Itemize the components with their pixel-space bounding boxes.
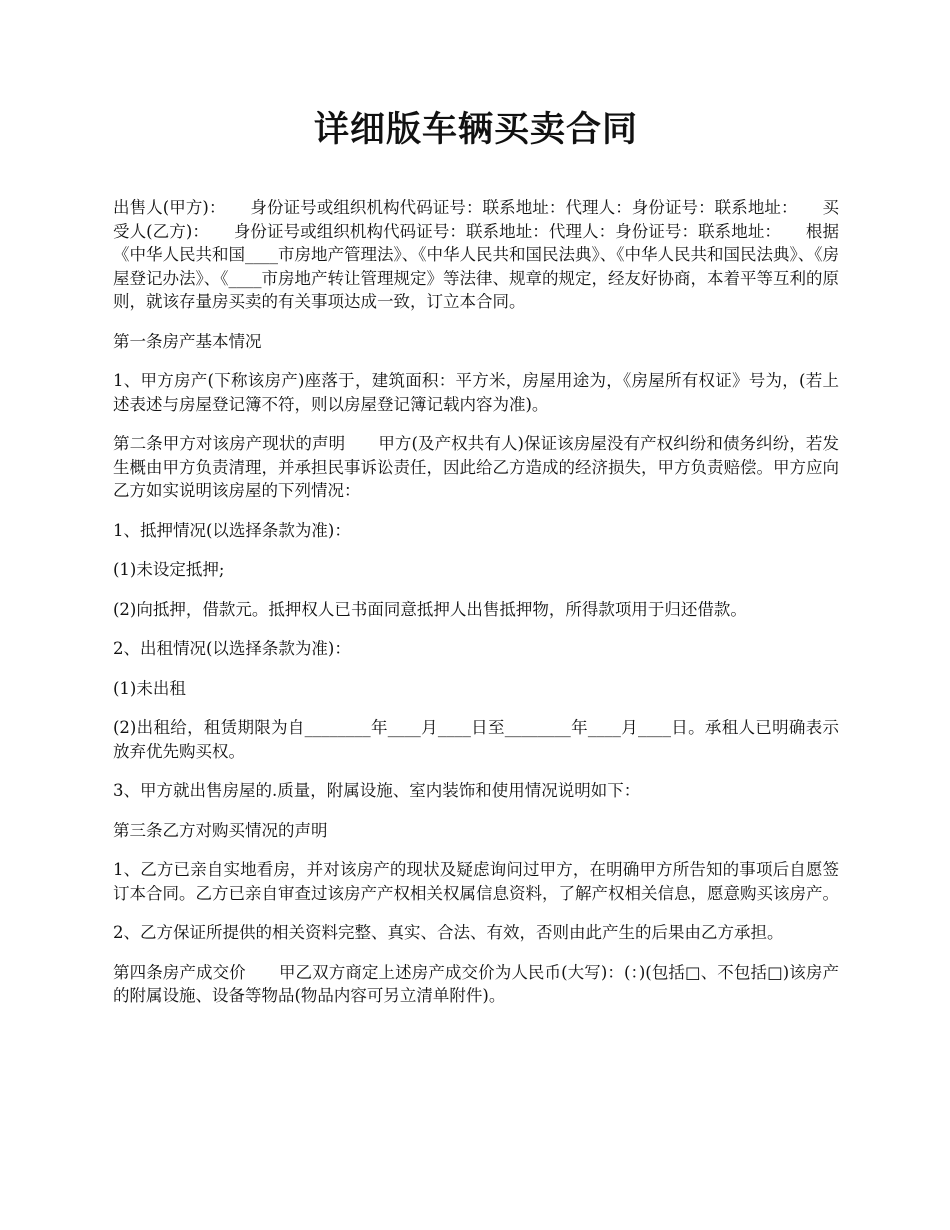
document-page <box>113 108 839 1024</box>
paragraph-buyer-inspection: 1、乙方已亲自实地看房，并对该房产的现状及疑虑询问过甲方，在明确甲方所告知的事项后自愿签订本合同。乙方已亲自审查过该房产产权相关权属信息资料，了解产权相关信息，愿意购买该房产。 <box>113 860 839 903</box>
paragraph-article-1-heading: 第一条房产基本情况 <box>113 331 262 351</box>
paragraph-mortgage-heading: 1、抵押情况(以选择条款为准)： <box>113 520 351 540</box>
paragraph-lease-heading: 2、出租情况(以选择条款为准)： <box>113 639 351 658</box>
paragraph-property-location: 1、甲方房产(下称该房产)座落于，建筑面积：平方米，房屋用途为，《房屋所有权证》号为，(若上述表述与房屋登记簿不符，则以房屋登记簿记载内容为准)。 <box>113 371 839 414</box>
paragraph-article-2: 第二条甲方对该房产现状的声明 甲方(及产权共有人)保证该房屋没有产权纠纷和债务纠纷，若发生概由甲方负责清理，并承担民事诉讼责任，因此给乙方造成的经济损失，甲方负责赔偿。甲方应向乙方如实说明该房屋的下列情况： <box>113 434 839 500</box>
paragraph-article-3-heading: 第三条乙方对购买情况的声明 <box>113 820 328 840</box>
paragraph-article-4: 第四条房产成交价 甲乙双方商定上述房产成交价为人民币(大写)：(：)(包括□、不包括□)该房产的附属设施、设备等物品(物品内容可另立清单附件)。 <box>113 962 839 1005</box>
document-title: 详细版车辆买卖合同 <box>313 109 638 150</box>
paragraph-parties: 出售人(甲方)： 身份证号或组织机构代码证号：联系地址：代理人：身份证号：联系地址： 买受人(乙方)： 身份证号或组织机构代码证号：联系地址：代理人：身份证号：联系地址： 根据《中华人民共和国____市房地产管理法》、《中华人民共和国民法典》、《中华人民共和国民法典》、《房屋登记办法》、《____市房地产转让管理规定》等法律、规章的规定，经友好协商，本着平等互利的原则，就该存量房买卖的有关事项达成一致，订立本合同。 <box>113 198 839 311</box>
paragraph-lease-option-2: (2)出租给，租赁期限为自________年____月____日至________年____月____日。承租人已明确表示放弃优先购买权。 <box>113 718 839 761</box>
paragraph-quality-statement: 3、甲方就出售房屋的.质量，附属设施、室内装饰和使用情况说明如下： <box>113 781 641 800</box>
paragraph-buyer-guarantee: 2、乙方保证所提供的相关资料完整、真实、合法、有效，否则由此产生的后果由乙方承担。 <box>113 923 784 942</box>
paragraph-lease-option-1: (1)未出租 <box>113 678 186 698</box>
paragraph-mortgage-option-1: (1)未设定抵押; <box>113 560 225 579</box>
paragraph-mortgage-option-2: (2)向抵押，借款元。抵押权人已书面同意抵押人出售抵押物，所得款项用于归还借款。 <box>113 599 747 619</box>
